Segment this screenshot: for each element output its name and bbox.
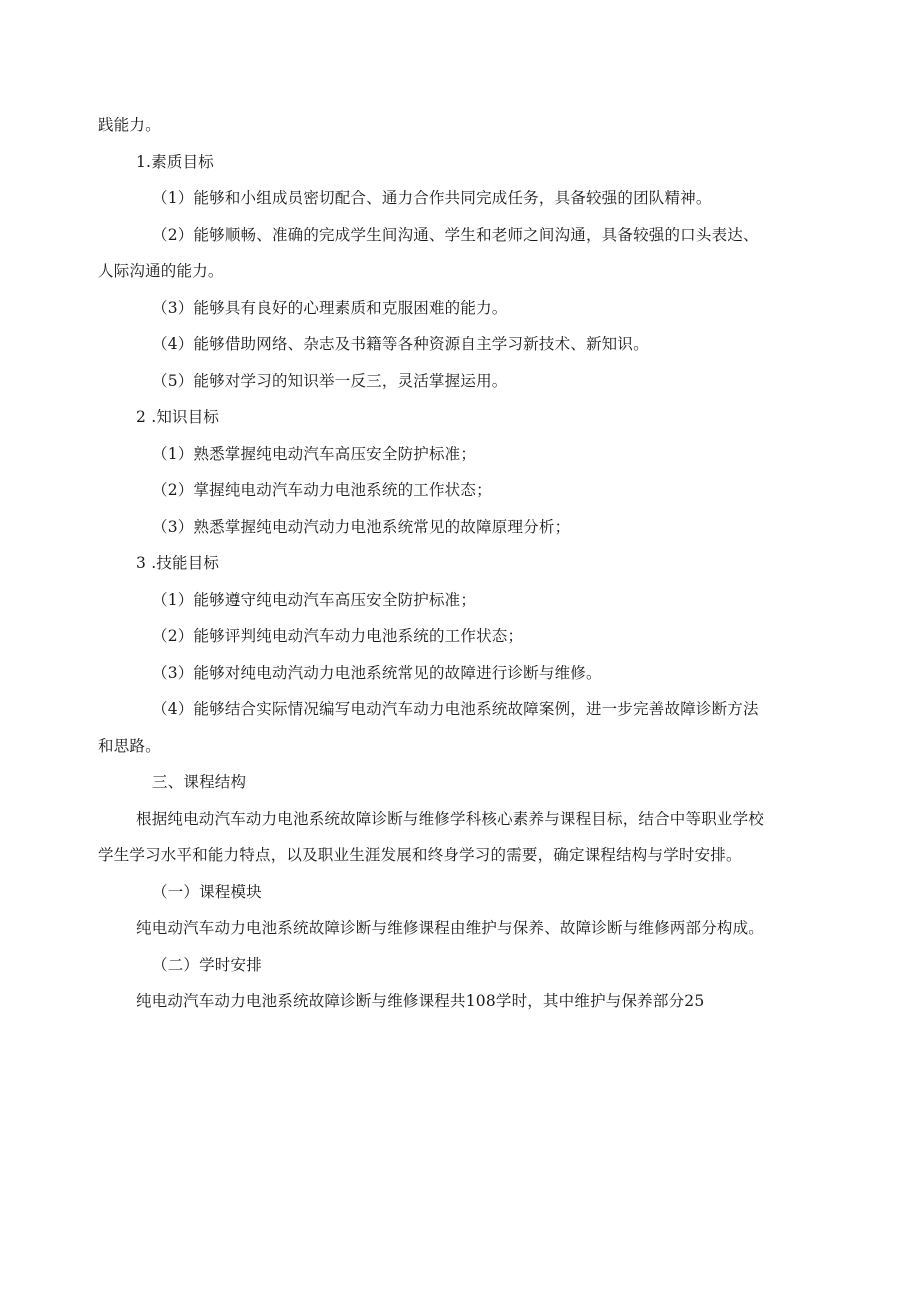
- list-item: （1）熟悉掌握纯电动汽车高压安全防护标准；: [152, 445, 477, 463]
- list-item: （3）熟悉掌握纯电动汽动力电池系统常见的故障原理分析；: [152, 518, 571, 536]
- body-paragraph: 纯电动汽车动力电池系统故障诊断与维修课程共108学时，其中维护与保养部分25: [136, 992, 705, 1010]
- list-item: （2）掌握纯电动汽车动力电池系统的工作状态；: [152, 481, 492, 499]
- list-item: （3）能够对纯电动汽动力电池系统常见的故障进行诊断与维修。: [152, 664, 602, 682]
- section-heading-course-structure: 三、课程结构: [152, 773, 247, 791]
- list-item: （2）能够评判纯电动汽车动力电池系统的工作状态；: [152, 627, 524, 645]
- list-item: （1）能够和小组成员密切配合、通力合作共同完成任务，具备较强的团队精神。: [152, 189, 712, 207]
- subsection-heading-course-modules: （一）课程模块: [152, 883, 262, 901]
- list-item: （4）能够结合实际情况编写电动汽车动力电池系统故障案例，进一步完善故障诊断方法: [152, 700, 759, 718]
- section-heading-skill-goals: 3 .技能目标: [136, 554, 220, 572]
- list-item-continuation: 和思路。: [98, 737, 161, 755]
- list-item: （2）能够顺畅、准确的完成学生间沟通、学生和老师之间沟通，具备较强的口头表达、: [152, 226, 759, 244]
- section-heading-quality-goals: 1.素质目标: [136, 153, 214, 171]
- subsection-heading-hour-arrangement: （二）学时安排: [152, 956, 262, 974]
- list-item: （5）能够对学习的知识举一反三，灵活掌握运用。: [152, 372, 508, 390]
- section-heading-knowledge-goals: 2 .知识目标: [136, 408, 220, 426]
- list-item-continuation: 人际沟通的能力。: [98, 262, 224, 280]
- body-paragraph: 根据纯电动汽车动力电池系统故障诊断与维修学科核心素养与课程目标，结合中等职业学校: [136, 810, 765, 828]
- paragraph-continuation: 践能力。: [98, 116, 161, 134]
- list-item: （1）能够遵守纯电动汽车高压安全防护标准；: [152, 591, 477, 609]
- list-item: （4）能够借助网络、杂志及书籍等各种资源自主学习新技术、新知识。: [152, 335, 649, 353]
- list-item: （3）能够具有良好的心理素质和克服困难的能力。: [152, 299, 508, 317]
- body-paragraph: 纯电动汽车动力电池系统故障诊断与维修课程由维护与保养、故障诊断与维修两部分构成。: [136, 919, 765, 937]
- body-paragraph-continuation: 学生学习水平和能力特点，以及职业生涯发展和终身学习的需要，确定课程结构与学时安排。: [98, 846, 742, 864]
